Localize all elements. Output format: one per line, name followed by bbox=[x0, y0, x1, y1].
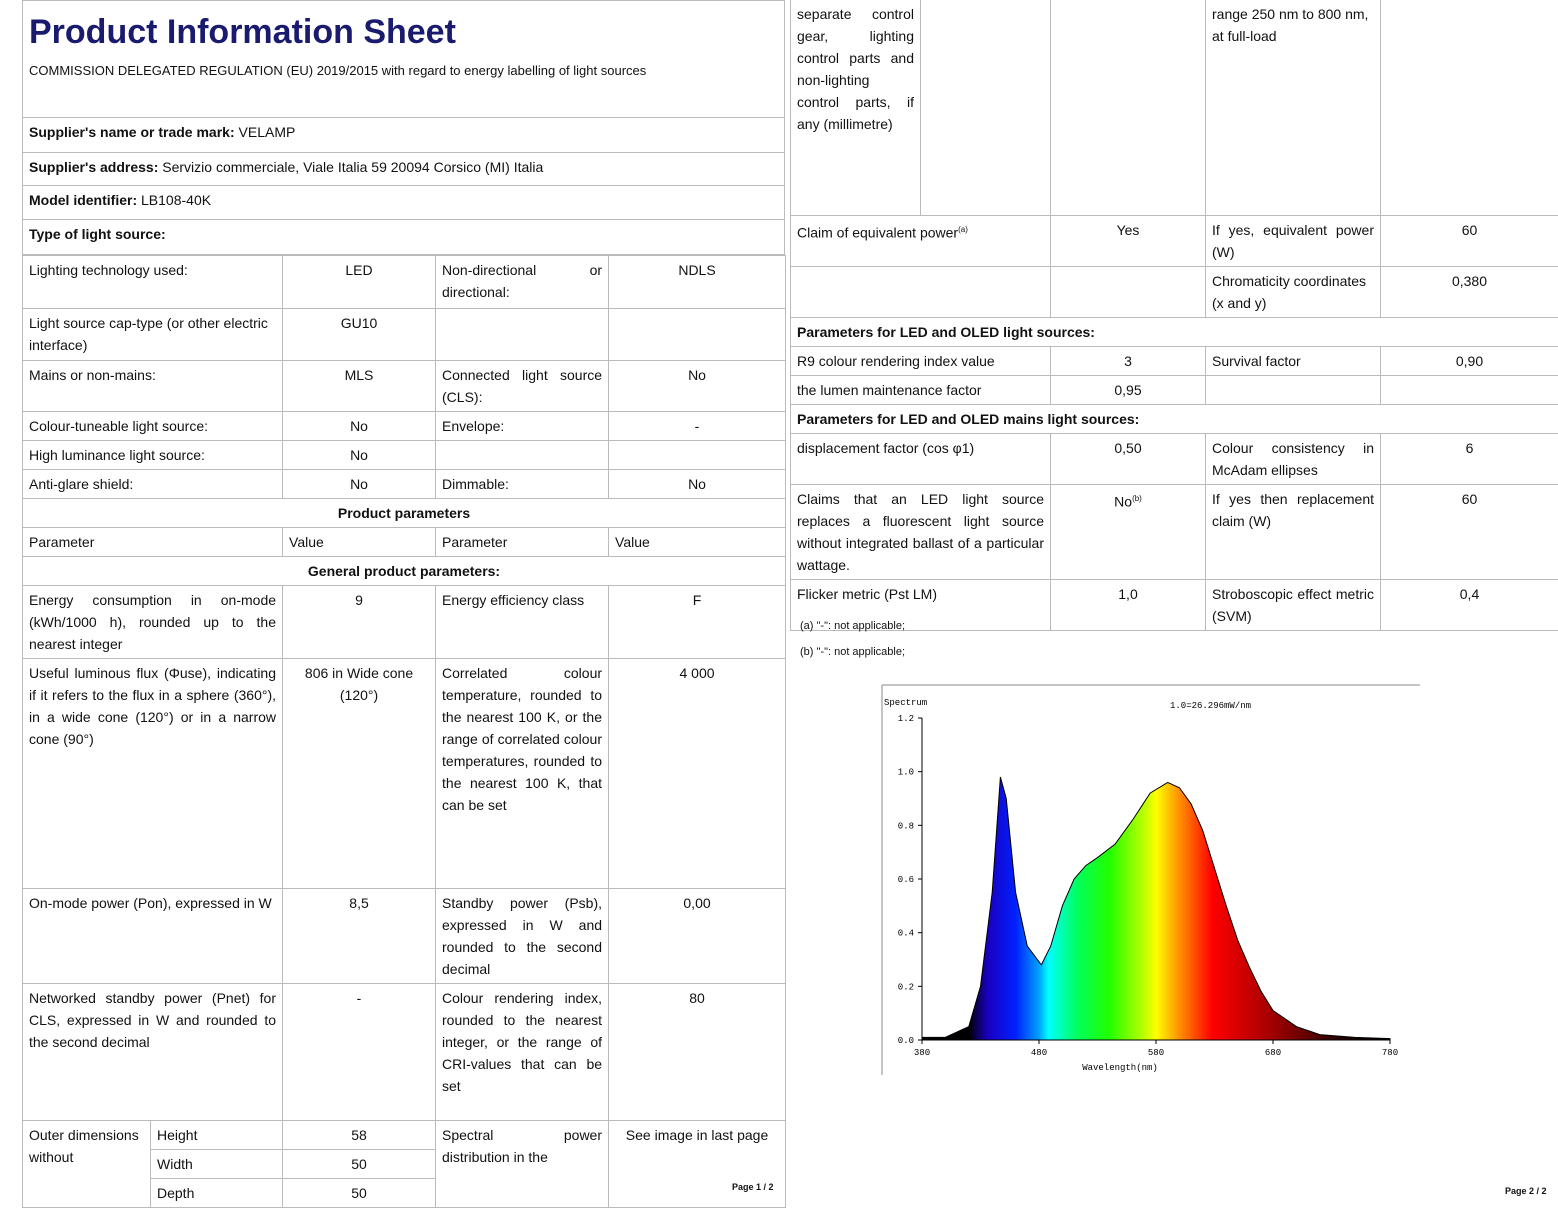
page-number: Page 1 / 2 bbox=[732, 1182, 774, 1192]
table-row: Claims that an LED light source replaces a fluorescent light source without integrated ballast of a particular wattage. No$^{(b)}$ If yes then replacement claim (W) 60 bbox=[791, 484, 1558, 579]
chart-annotation: 1.0=26.296mW/nm bbox=[1170, 701, 1251, 711]
page-2 bbox=[790, 0, 1558, 631]
x-axis-label: Wavelength(nm) bbox=[1082, 1063, 1158, 1073]
table-row: Flicker metric (Pst LM) 1,0 Stroboscopic effect metric (SVM) 0,4 bbox=[791, 579, 1558, 630]
chart-title: Spectrum bbox=[884, 698, 927, 708]
y-tick-label: 0.0 bbox=[898, 1036, 914, 1046]
general-parameters-heading: General product parameters: bbox=[23, 556, 786, 585]
x-tick-label: 480 bbox=[1031, 1048, 1047, 1058]
table-row: Networked standby power (Pnet) for CLS, expressed in W and rounded to the second decimal - Colour rendering index, rounded to the nearest integer, or the range of CRI-values that can be set 80 bbox=[23, 983, 786, 1120]
regulation-text: COMMISSION DELEGATED REGULATION (EU) 2019/2015 with regard to energy labelling of light sources bbox=[23, 57, 785, 117]
table-row: On-mode power (Pon), expressed in W 8,5 Standby power (Psb), expressed in W and rounded to the second decimal 0,00 bbox=[23, 888, 786, 983]
led-mains-parameters-heading: Parameters for LED and OLED mains light sources: bbox=[791, 404, 1558, 433]
table-row: Energy consumption in on-mode (kWh/1000 h), rounded up to the nearest integer 9 Energy efficiency class F bbox=[23, 585, 786, 658]
supplier-row: Supplier's name or trade mark: VELAMP bbox=[23, 117, 785, 152]
page-number-2: Page 2 / 2 bbox=[1505, 1186, 1547, 1196]
spectrum-area bbox=[922, 777, 1390, 1040]
y-tick-label: 0.2 bbox=[898, 982, 914, 992]
header-row: Parameter Value Parameter Value bbox=[23, 527, 786, 556]
table-row: Chromaticity coordinates (x and y) 0,380 bbox=[791, 266, 1558, 317]
params-table-continued bbox=[790, 0, 1558, 631]
table-row: Useful luminous flux (Φuse), indicating if it refers to the flux in a sphere (360°), in a wide cone (120°) or in a narrow cone (90°) 806 in Wide cone (120°) Correlated colour temperature, rounded to the nearest 100 K, or the range of correlated colour temperatures, rounded to the nearest 100 K, that can be set 4 000 bbox=[23, 658, 786, 888]
table-row: Anti-glare shield: No Dimmable: No bbox=[23, 469, 786, 498]
table-row: the lumen maintenance factor 0,95 bbox=[791, 375, 1558, 404]
table-row: Outer dimensions without Height 58 Spectral power distribution in the See image in last page bbox=[23, 1120, 786, 1149]
table-row: displacement factor (cos φ1) 0,50 Colour consistency in McAdam ellipses 6 bbox=[791, 433, 1558, 484]
table-row: Colour-tuneable light source: No Envelope: - bbox=[23, 411, 786, 440]
y-tick-label: 0.6 bbox=[898, 875, 914, 885]
footnote-b: (b) "-": not applicable; bbox=[800, 646, 905, 658]
y-tick-label: 1.0 bbox=[898, 768, 914, 778]
supplier-name: VELAMP bbox=[239, 124, 296, 140]
led-parameters-heading: Parameters for LED and OLED light sources: bbox=[791, 317, 1558, 346]
page-1 bbox=[22, 0, 785, 1208]
params-table bbox=[22, 255, 786, 1208]
y-tick-label: 0.8 bbox=[898, 821, 914, 831]
table-row: R9 colour rendering index value 3 Survival factor 0,90 bbox=[791, 346, 1558, 375]
x-tick-label: 380 bbox=[914, 1048, 930, 1058]
table-row: Depth 50 bbox=[23, 1178, 786, 1207]
address-row: Supplier's address: Servizio commerciale, Viale Italia 59 20094 Corsico (MI) Italia bbox=[23, 152, 785, 185]
product-parameters-heading: Product parameters bbox=[23, 498, 786, 527]
table-row: Mains or non-mains: MLS Connected light source (CLS): No bbox=[23, 360, 786, 411]
table-row: separate control gear, lighting control parts and non-lighting control parts, if any (millimetre) range 250 nm to 800 nm, at full-load bbox=[791, 0, 1558, 215]
spectrum-chart bbox=[870, 680, 1430, 1080]
y-tick-label: 0.4 bbox=[898, 929, 914, 939]
type-heading: Type of light source: bbox=[23, 219, 785, 254]
table-row: High luminance light source: No bbox=[23, 440, 786, 469]
supplier-address: Servizio commerciale, Viale Italia 59 20094 Corsico (MI) Italia bbox=[162, 159, 543, 175]
footnote-a: (a) "-": not applicable; bbox=[800, 620, 905, 632]
table-row: Claim of equivalent power$^{(a)}$ Yes If yes, equivalent power (W) 60 bbox=[791, 215, 1558, 266]
x-tick-label: 580 bbox=[1148, 1048, 1164, 1058]
x-tick-label: 780 bbox=[1382, 1048, 1398, 1058]
table-row: Light source cap-type (or other electric interface) GU10 bbox=[23, 308, 786, 360]
table-row: Lighting technology used: LED Non-directional or directional: NDLS bbox=[23, 255, 786, 308]
table-row: Width 50 bbox=[23, 1149, 786, 1178]
info-table-top bbox=[22, 0, 785, 255]
y-tick-label: 1.2 bbox=[898, 714, 914, 724]
model-row: Model identifier: LB108-40K bbox=[23, 185, 785, 219]
x-tick-label: 680 bbox=[1265, 1048, 1281, 1058]
page-title: Product Information Sheet bbox=[23, 1, 785, 58]
model-identifier: LB108-40K bbox=[141, 192, 211, 208]
